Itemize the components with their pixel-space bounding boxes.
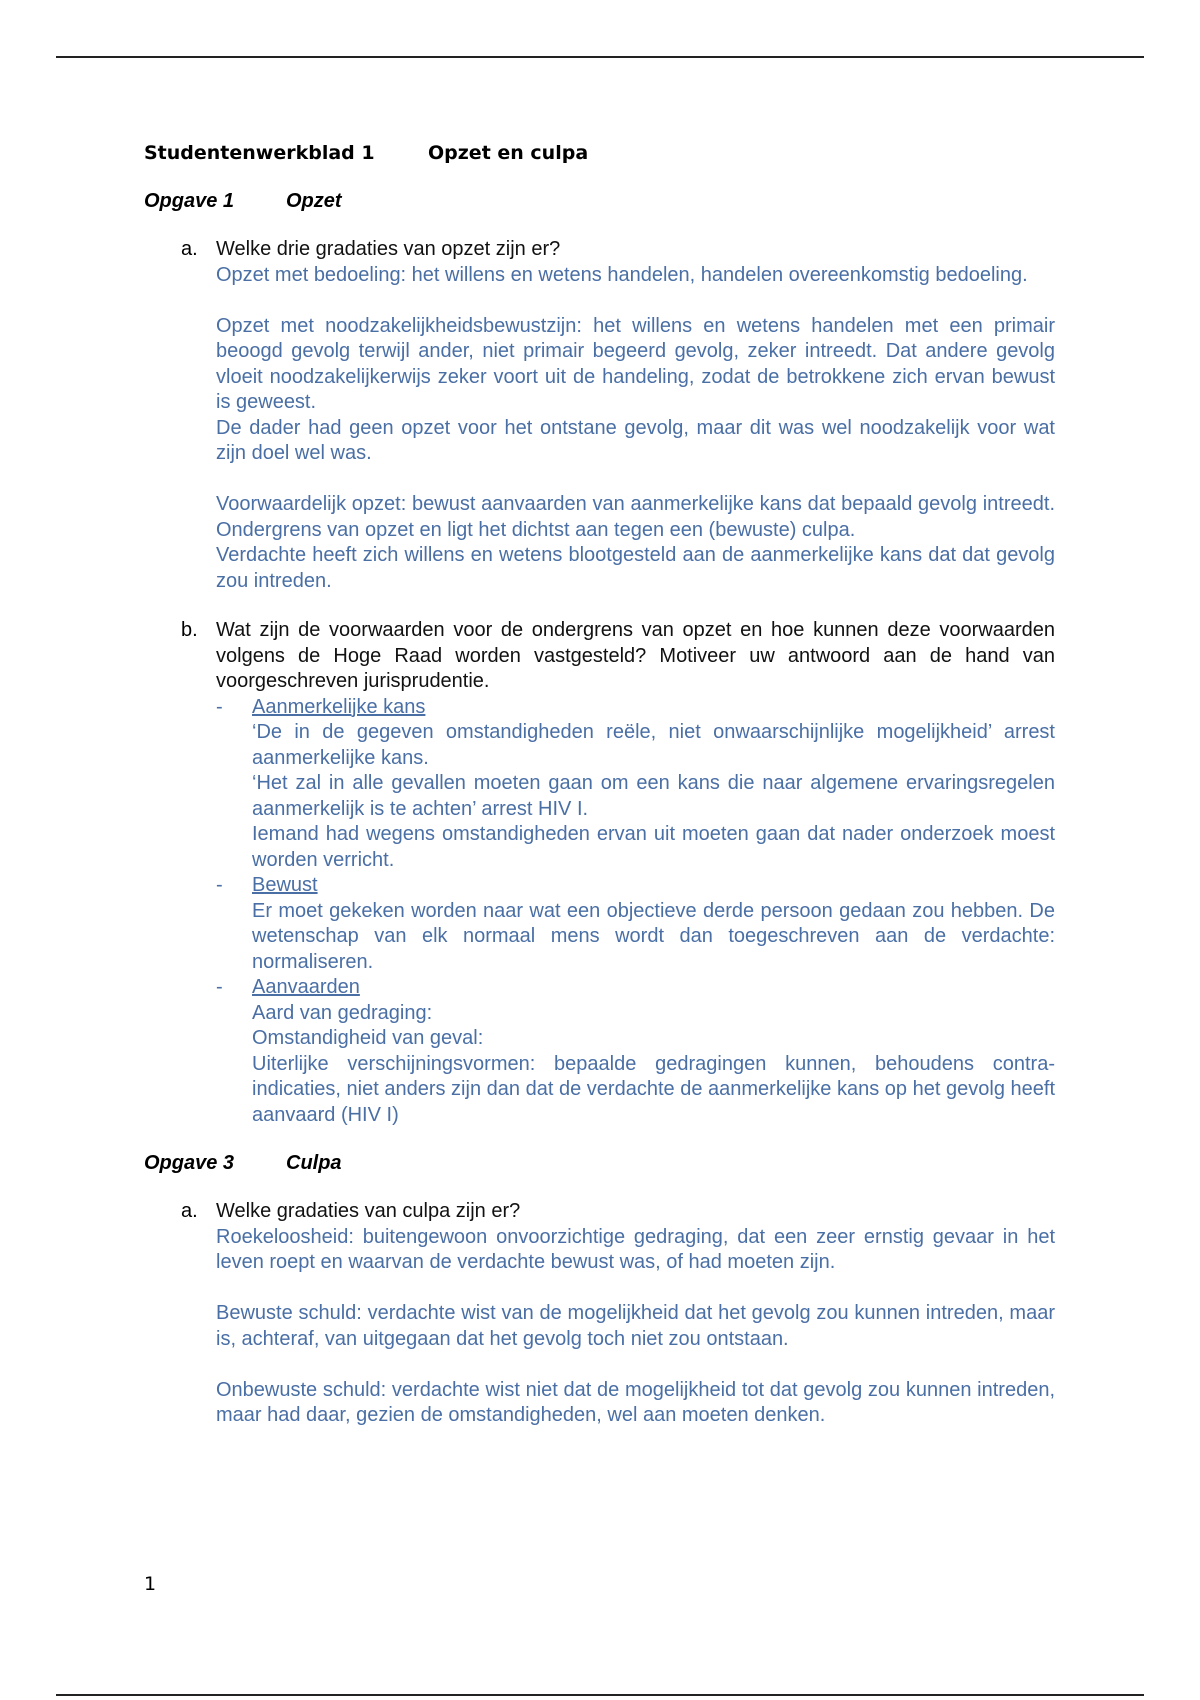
list-item-aanmerkelijke-kans [216,695,1055,874]
list-item-label: Aanmerkelijke kans [252,695,426,718]
section-title: Opzet [286,190,342,212]
list-item-text: ‘Het zal in alle gevallen moeten gaan om een kans die naar algemene ervaringsregelen aanmerkelijk is te achten’ arrest HIV I. [252,772,1055,820]
document-title [144,142,1055,164]
list-item-text: Aard van gedraging: [252,1001,433,1024]
answer-paragraph: Voorwaardelijk opzet: bewust aanvaarden van aanmerkelijke kans dat bepaald gevolg intreedt. Ondergrens van opzet en ligt het dichtst aan tegen een (bewuste) culpa. [216,493,1055,541]
list-item-text: Iemand had wegens omstandigheden ervan uit moeten gaan dat nader onderzoek moest worden verricht. [252,823,1055,871]
question-letter: b. [181,619,198,641]
list-item-text: Omstandigheid van geval: [252,1027,484,1049]
question-text: Wat zijn de voorwaarden voor de ondergrens van opzet en hoe kunnen deze voorwaarden volgens de Hoge Raad worden vastgesteld? Motiveer uw antwoord aan de hand van voorgeschreven jurisprudentie. [216,619,1055,692]
page-number: 1 [144,1573,157,1595]
answer-paragraph: Verdachte heeft zich willens en wetens blootgesteld aan de aanmerkelijke kans dat dat gevolg zou intreden. [216,544,1055,592]
section-number: Opgave 1 [144,190,235,212]
worksheet-topic: Opzet en culpa [428,142,589,164]
bullet-dash: - [216,976,223,998]
answer-paragraph: Bewuste schuld: verdachte wist van de mogelijkheid dat het gevolg zou kunnen intreden, maar is, achteraf, van uitgegaan dat het gevolg toch niet zou ontstaan. [216,1302,1055,1350]
worksheet-label: Studentenwerkblad 1 [144,142,375,164]
section-heading-opzet [144,190,1055,213]
answer-paragraph: Opzet met bedoeling: het willens en wetens handelen, handelen overeenkomstig bedoeling. [216,263,1028,286]
question-letter: a. [181,238,198,260]
bullet-dash: - [216,695,223,718]
answer-paragraph: De dader had geen opzet voor het ontstane gevolg, maar dit was wel noodzakelijk voor wat zijn doel wel was. [216,416,1055,464]
list-item-aanvaarden [216,975,1055,1128]
question-letter: a. [181,1200,198,1222]
section-title: Culpa [286,1152,342,1174]
list-item-bewust [216,873,1055,975]
question-1b [144,618,1055,1128]
list-item-label: Aanvaarden [252,976,360,998]
bottom-rule [56,1694,1144,1696]
section-heading-culpa [144,1152,1055,1175]
list-item-text: ‘De in de gegeven omstandigheden reële, niet onwaarschijnlijke mogelijkheid’ arrest aanmerkelijke kans. [252,721,1055,769]
list-item-text: Er moet gekeken worden naar wat een objectieve derde persoon gedaan zou hebben. De wetenschap van elk normaal mens wordt dan toegeschreven aan de verdachte: normaliseren. [252,899,1055,973]
document-page [144,142,1055,1429]
answer-paragraph: Opzet met noodzakelijkheidsbewustzijn: het willens en wetens handelen met een primair beoogd gevolg terwijl ander, niet primair begeerd gevolg, zeker intreedt. Dat andere gevolg vloeit noodzakelijkerwijs zeker voort uit de handeling, zodat de betrokkene zich ervan bewust is geweest. [216,314,1055,413]
answer-paragraph: Onbewuste schuld: verdachte wist niet dat de mogelijkheid tot dat gevolg zou kunnen intreden, maar had daar, gezien de omstandigheden, wel aan moeten denken. [216,1378,1055,1426]
question-text: Welke gradaties van culpa zijn er? [216,1200,521,1222]
question-1a [144,237,1055,594]
bullet-dash: - [216,874,223,896]
answer-paragraph: Roekeloosheid: buitengewoon onvoorzichtige gedraging, dat een zeer ernstig gevaar in het leven roept en waarvan de verdachte bewust was, of had moeten zijn. [216,1225,1055,1273]
section-number: Opgave 3 [144,1152,235,1174]
question-3a [144,1199,1055,1429]
question-text: Welke drie gradaties van opzet zijn er? [216,238,561,260]
list-item-text: Uiterlijke verschijningsvormen: bepaalde gedragingen kunnen, behoudens contra-indicaties, niet anders zijn dan dat de verdachte de aanmerkelijke kans op het gevolg heeft aanvaard (HIV I) [252,1052,1055,1126]
list-item-label: Bewust [252,874,318,896]
top-rule [56,56,1144,58]
